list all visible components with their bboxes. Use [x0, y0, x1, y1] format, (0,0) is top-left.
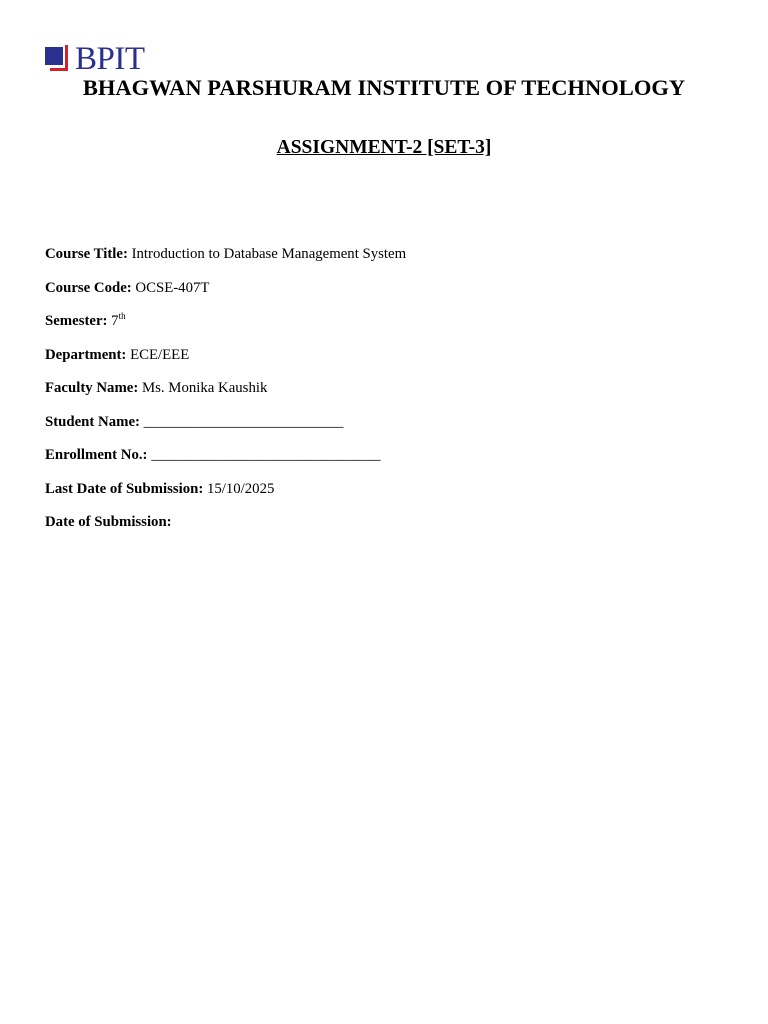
semester-value: 7 — [111, 313, 119, 329]
course-title-value: Introduction to Database Management System — [131, 246, 407, 262]
institute-name: BHAGWAN PARSHURAM INSTITUTE OF TECHNOLOGY — [82, 75, 686, 100]
bpit-logo-mark-icon — [45, 45, 71, 73]
course-code-value: OCSE-407T — [135, 279, 210, 296]
enrollment-no-label: Enrollment No.: — [45, 447, 148, 463]
semester-suffix: th — [118, 311, 126, 321]
semester-row — [45, 311, 406, 345]
course-title-label: Course Title: — [45, 246, 128, 262]
date-of-submission-label: Date of Submission: — [45, 514, 172, 530]
department-label: Department: — [45, 346, 127, 363]
logo-text: BPIT — [75, 40, 145, 77]
course-code-row — [45, 278, 406, 312]
last-date-label: Last Date of Submission: — [45, 480, 204, 497]
department-value: ECE/EEE — [130, 346, 190, 363]
faculty-name-label: Faculty Name: — [45, 380, 139, 396]
student-name-label: Student Name: — [45, 413, 140, 430]
student-name-row — [45, 412, 406, 446]
faculty-name-value: Ms. Monika Kaushik — [141, 380, 268, 396]
student-name-blank: ___________________________ — [143, 413, 344, 430]
department-row — [45, 345, 406, 379]
assignment-details — [45, 244, 406, 546]
faculty-name-row — [45, 378, 406, 412]
last-date-value: 15/10/2025 — [206, 480, 275, 497]
bpit-logo — [45, 42, 145, 76]
course-code-label: Course Code: — [45, 279, 132, 296]
assignment-title: ASSIGNMENT-2 [SET-3] — [276, 137, 492, 158]
course-title-row — [45, 244, 406, 278]
enrollment-no-blank: _______________________________ — [151, 447, 381, 463]
semester-label: Semester: — [45, 313, 108, 329]
last-date-row — [45, 479, 406, 513]
enrollment-no-row — [45, 445, 406, 479]
date-of-submission-row — [45, 512, 406, 546]
